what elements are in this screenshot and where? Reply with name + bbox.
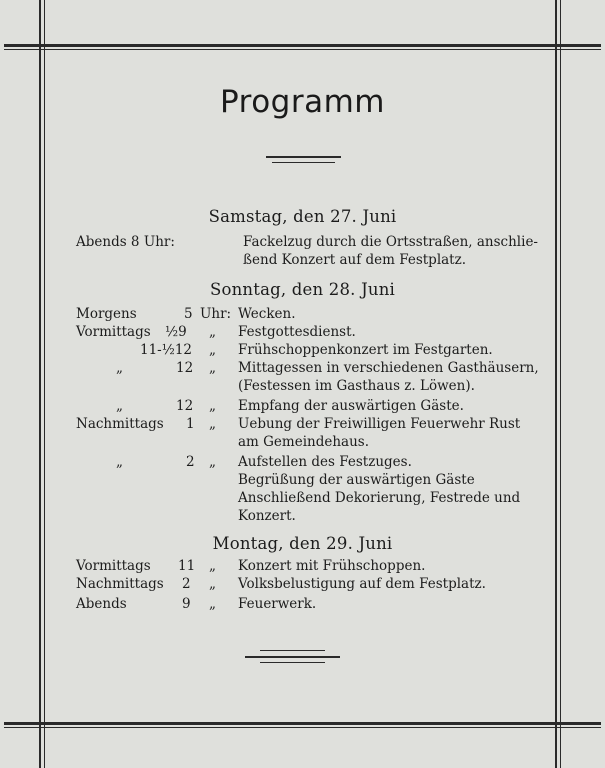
entry-ditto: „: [209, 558, 216, 574]
entry-label: Vormittags: [76, 324, 151, 340]
entry-desc: Begrüßung der auswärtigen Gäste: [238, 472, 475, 488]
entry-desc: Anschließend Dekorierung, Festrede und: [238, 490, 521, 506]
entry-desc: Konzert.: [238, 508, 296, 524]
entry-ditto: „: [209, 342, 216, 358]
entry-label: Morgens: [76, 306, 137, 322]
entry-label: „: [116, 360, 123, 376]
entry-ditto: „: [209, 324, 216, 340]
entry-time: ½9: [165, 324, 187, 340]
top-rule: [4, 44, 601, 47]
title-ornament: [272, 162, 335, 163]
entry-desc: Aufstellen des Festzuges.: [238, 454, 412, 470]
entry-desc: Mittagessen in verschiedenen Gasthäusern,: [238, 360, 539, 376]
entry-desc: Konzert mit Frühschoppen.: [238, 558, 426, 574]
entry-label: „: [116, 454, 123, 470]
bottom-rule: [4, 722, 601, 725]
page-title: Programm: [220, 84, 385, 120]
entry-desc: am Gemeindehaus.: [238, 434, 370, 450]
bottom-ornament: [245, 656, 340, 658]
entry-time: 11-½12: [140, 342, 193, 358]
entry-ditto: „: [209, 398, 216, 414]
bottom-ornament: [260, 662, 325, 663]
entry-ditto: „: [209, 454, 216, 470]
day-heading-saturday: Samstag, den 27. Juni: [208, 207, 397, 226]
entry-label: „: [116, 398, 123, 414]
entry-time: 2: [186, 454, 195, 470]
day-heading-sunday: Sonntag, den 28. Juni: [209, 280, 396, 299]
entry-ditto: „: [209, 416, 216, 432]
entry-desc: Feuerwerk.: [238, 596, 317, 612]
entry-desc: Wecken.: [238, 306, 296, 322]
day-heading-monday: Montag, den 29. Juni: [212, 534, 393, 553]
bottom-ornament: [260, 650, 325, 651]
entry-time: 9: [182, 596, 191, 612]
entry-label: Nachmittags: [76, 576, 164, 592]
entry-desc: Festgottesdienst.: [238, 324, 356, 340]
entry-label: Abends: [76, 596, 127, 612]
entry-time: 2: [182, 576, 191, 592]
entry-ditto: „: [209, 360, 216, 376]
entry-label: Vormittags: [76, 558, 151, 574]
entry-desc: Frühschoppenkonzert im Festgarten.: [238, 342, 493, 358]
entry-ditto: „: [209, 576, 216, 592]
entry-label: Nachmittags: [76, 416, 164, 432]
bottom-rule-thin: [4, 727, 601, 728]
entry-time: 1: [186, 416, 195, 432]
entry-desc: Fackelzug durch die Ortsstraßen, anschlie-: [243, 234, 538, 250]
entry-time: 11: [178, 558, 196, 574]
entry-desc: Volksbelustigung auf dem Festplatz.: [238, 576, 486, 592]
entry-desc: Empfang der auswärtigen Gäste.: [238, 398, 464, 414]
entry-ditto: „: [209, 596, 216, 612]
entry-desc: ßend Konzert auf dem Festplatz.: [243, 252, 467, 268]
entry-time: 12: [176, 360, 194, 376]
entry-time: 5: [184, 306, 193, 322]
entry-desc: Uebung der Freiwilligen Feuerwehr Rust: [238, 416, 521, 432]
top-rule-thin: [4, 49, 601, 50]
entry-time: 12: [176, 398, 194, 414]
entry-desc: (Festessen im Gasthaus z. Löwen).: [238, 378, 475, 394]
entry-label: Abends 8 Uhr:: [76, 234, 175, 250]
entry-unit: Uhr:: [200, 306, 232, 322]
title-ornament: [266, 156, 341, 158]
